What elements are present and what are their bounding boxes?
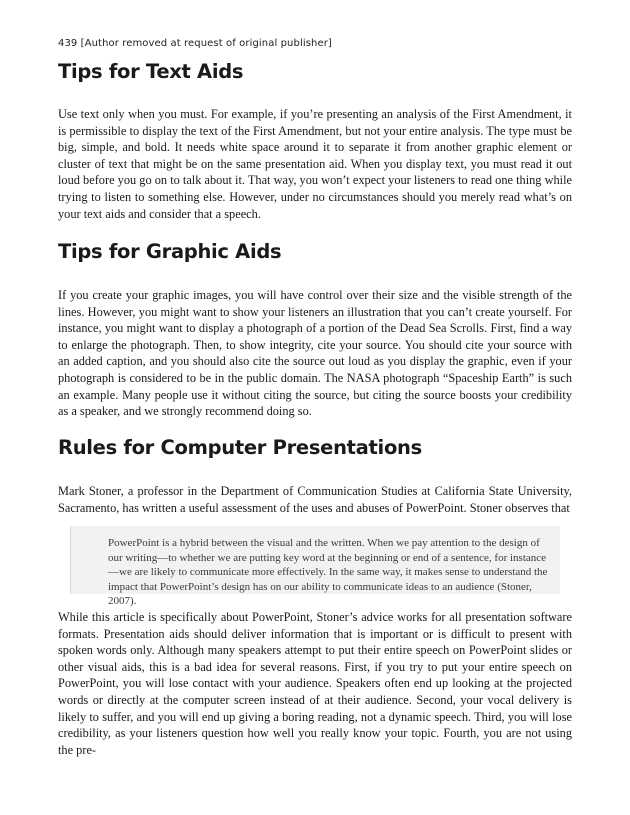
heading-tips-for-text-aids: Tips for Text Aids — [58, 60, 244, 83]
block-quote-text: PowerPoint is a hybrid between the visual and the written. When we pay attention to the design of our writing—to whether we are putting key word at the beginning or end of a sentence, for instance—we are likely to communicate more effectively. In the same way, it makes sense to understand the impact that PowerPoint’s design has on our ability to communicate ideas to an audience (Stoner, 2007). — [108, 537, 548, 608]
block-quote — [70, 526, 560, 608]
paragraph-computer-presentations-body: While this article is specifically about PowerPoint, Stoner’s advice works for all presentation software formats. Presentation aids should deliver information that is important or is difficult to present with spoken words only. Although many speakers attempt to put their entire speech on PowerPoint slides or other visual aids, this is a bad idea for several reasons. First, if you try to put your entire speech on PowerPoint, you will lose contact with your audience. Speakers often end up looking at the projected words or directly at the computer screen instead of at their audience. Second, your vocal delivery is likely to suffer, and you will end up giving a boring reading, not a dynamic speech. Third, you will lose credibility, as your listeners question how well you really know your topic. Fourth, you are not using the pre- — [58, 610, 572, 757]
paragraph-graphic-aids: If you create your graphic images, you will have control over their size and the visible strength of the lines. However, you might want to show your listeners an illustration that you can’t create yourself. For instance, you might want to display a photograph of a portion of the Dead Sea Scrolls. First, find a way to enlarge the photograph. Then, to show integrity, cite your source. You should cite your source with an added caption, and you should also cite the source out loud as you display the graphic, even if your photograph is considered to be in the public domain. The NASA photograph “Spaceship Earth” is such an example. Many people use it without citing the source, but citing the source boosts your credibility as a speaker, and we strongly recommend doing so. — [58, 288, 572, 419]
running-header: 439 [Author removed at request of original publisher] — [58, 38, 332, 49]
heading-tips-for-graphic-aids: Tips for Graphic Aids — [58, 240, 282, 263]
heading-rules-for-computer-presentations: Rules for Computer Presentations — [58, 436, 422, 459]
paragraph-computer-presentations-intro: Mark Stoner, a professor in the Department of Communication Studies at California State University, Sacramento, has written a useful assessment of the uses and abuses of PowerPoint. Stoner observes that — [58, 484, 572, 515]
paragraph-text-aids: Use text only when you must. For example, if you’re presenting an analysis of the First Amendment, it is permissible to display the text of the First Amendment, but not your entire analysis. The type must be big, simple, and bold. It needs white space around it to separate it from another graphic element or cluster of text that might be on the same presentation aid. When you display text, you must read it out loud before you go on to talk about it. That way, you won’t expect your listeners to read one thing while trying to listen to something else. However, under no circumstances should you merely read what’s on your text aids and consider that a speech. — [58, 107, 572, 221]
